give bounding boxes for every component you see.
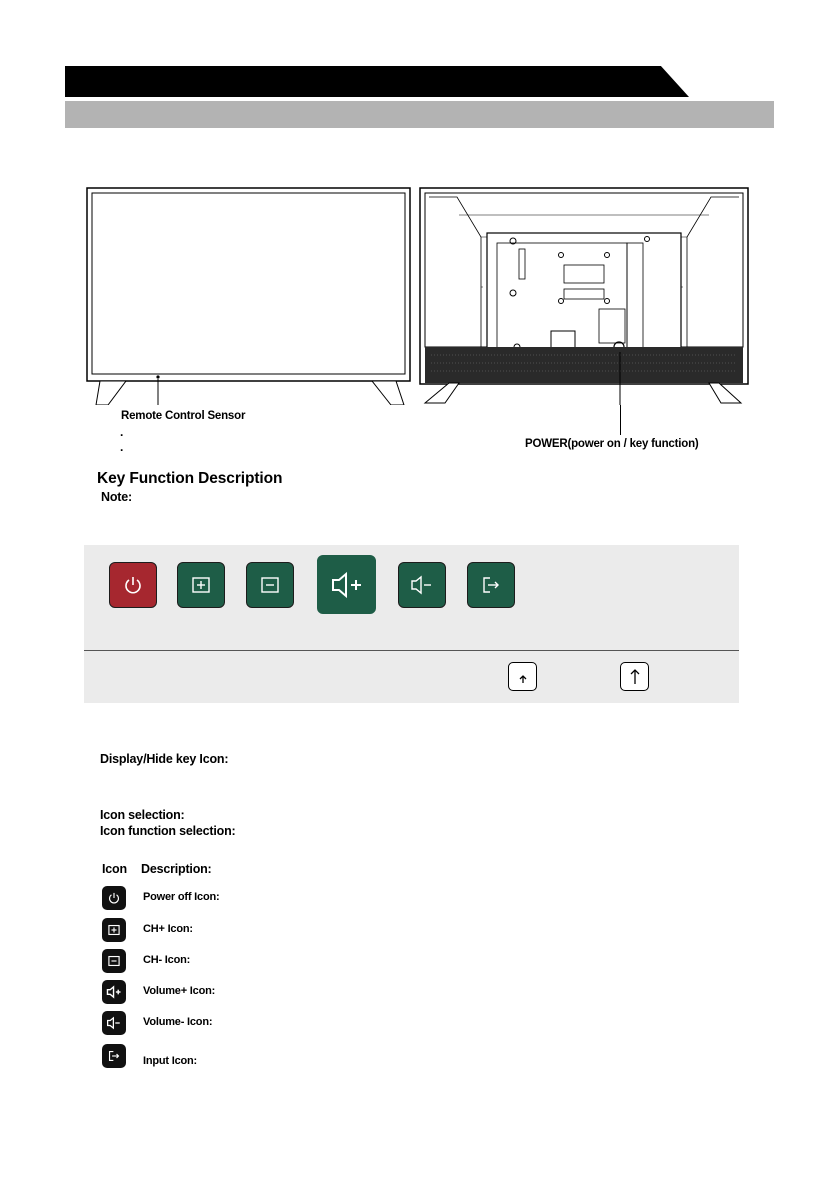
power-label: POWER(power on / key function) <box>525 438 699 450</box>
channel-down-icon <box>107 954 121 968</box>
ch-plus-icon-label: CH+ Icon: <box>143 923 193 935</box>
power-off-icon-label: Power off Icon: <box>143 891 220 903</box>
long-press-icon <box>627 668 643 686</box>
power-icon <box>107 891 121 905</box>
volume-up-key[interactable] <box>317 555 376 614</box>
list-item-power <box>102 886 126 910</box>
long-press-indicator <box>620 662 649 691</box>
volume-down-key[interactable] <box>398 562 446 608</box>
section-title: Key Function Description <box>97 470 283 487</box>
icon-selection-label: Icon selection: <box>100 808 185 822</box>
power-icon <box>122 574 144 596</box>
list-item-channel-up <box>102 918 126 942</box>
volume-plus-icon-label: Volume+ Icon: <box>143 985 216 997</box>
channel-down-icon <box>259 574 281 596</box>
key-panel-divider <box>84 650 739 651</box>
icon-column-header: Icon <box>102 862 127 876</box>
short-press-indicator <box>508 662 537 691</box>
list-item-channel-down <box>102 949 126 973</box>
input-icon <box>480 574 502 596</box>
header-bar <box>65 66 689 97</box>
tv-front-illustration <box>86 187 411 405</box>
bullet-dot: . <box>120 440 124 454</box>
list-item-input <box>102 1044 126 1068</box>
remote-sensor-label: Remote Control Sensor <box>121 410 246 422</box>
display-hide-label: Display/Hide key Icon: <box>100 752 229 766</box>
tv-back-illustration <box>419 187 749 405</box>
power-callout-line <box>620 405 621 435</box>
description-column-header: Description: <box>141 862 212 876</box>
section-bar <box>65 101 774 128</box>
channel-up-key[interactable] <box>177 562 225 608</box>
icon-function-selection-label: Icon function selection: <box>100 824 236 838</box>
ch-minus-icon-label: CH- Icon: <box>143 954 191 966</box>
list-item-volume-down <box>102 1011 126 1035</box>
volume-up-icon <box>106 985 122 999</box>
volume-up-icon <box>330 570 364 600</box>
channel-up-icon <box>190 574 212 596</box>
note-label: Note: <box>101 490 132 504</box>
channel-up-icon <box>107 923 121 937</box>
input-icon <box>107 1049 121 1063</box>
volume-minus-icon-label: Volume- Icon: <box>143 1016 213 1028</box>
short-press-icon <box>515 669 531 685</box>
list-item-volume-up <box>102 980 126 1004</box>
input-key[interactable] <box>467 562 515 608</box>
input-icon-label: Input Icon: <box>143 1055 198 1067</box>
bullet-dot: . <box>120 425 124 439</box>
volume-down-icon <box>410 574 434 596</box>
volume-down-icon <box>106 1016 122 1030</box>
channel-down-key[interactable] <box>246 562 294 608</box>
power-key[interactable] <box>109 562 157 608</box>
